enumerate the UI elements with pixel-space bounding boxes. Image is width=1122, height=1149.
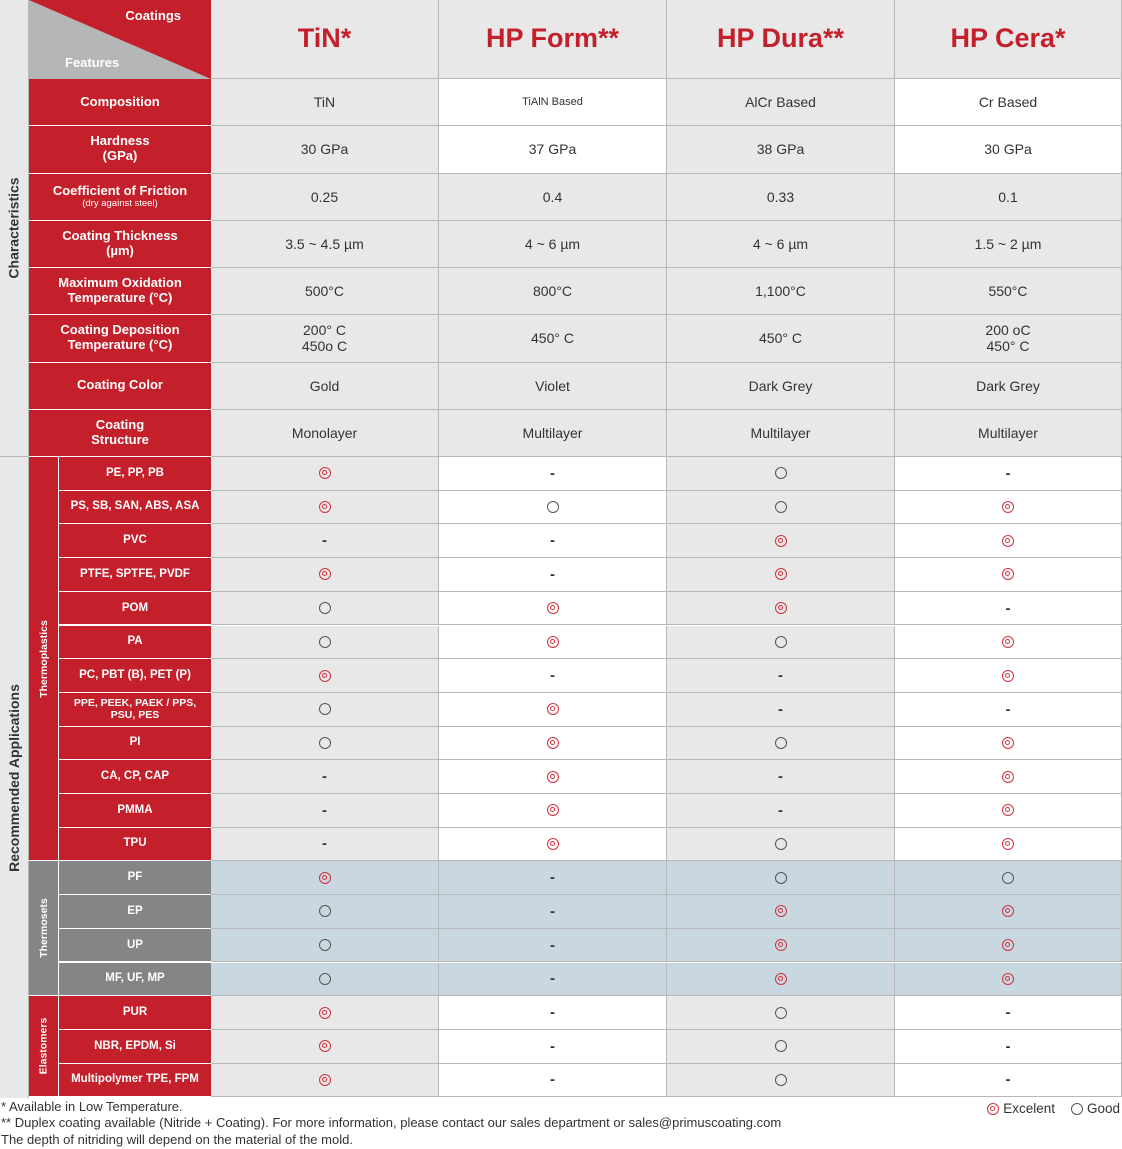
rating-cell xyxy=(667,558,895,592)
legend xyxy=(987,1101,1120,1116)
rating-cell xyxy=(667,861,895,895)
application-ps-sb-san-abs-asa xyxy=(59,491,211,525)
excellent-rating-icon xyxy=(1002,771,1014,783)
rating-cell xyxy=(667,457,895,491)
value-cell: 0.33 xyxy=(667,174,895,221)
section-label-recommended: Recommended Applications xyxy=(6,683,22,872)
group-elastomers xyxy=(29,996,59,1097)
excellent-rating-icon xyxy=(319,1074,331,1086)
application-pf xyxy=(59,861,211,895)
value-cell: 800°C xyxy=(439,268,667,315)
rating-cell xyxy=(439,491,667,525)
application-label: PF xyxy=(127,871,143,884)
good-rating-icon xyxy=(775,636,787,648)
value-cell: Multilayer xyxy=(439,410,667,457)
not-recommended-dash: - xyxy=(550,464,555,482)
feature-coating-thickness-m xyxy=(29,221,211,268)
rating-cell xyxy=(439,693,667,727)
coating-header-tin: TiN* xyxy=(211,0,439,79)
value-cell: 30 GPa xyxy=(895,126,1122,173)
rating-cell xyxy=(895,659,1122,693)
legend-good-label: Good xyxy=(1086,1101,1120,1116)
value-cell: 450° C xyxy=(667,315,895,362)
section-recommended-applications xyxy=(0,457,29,1098)
rating-cell xyxy=(211,828,439,862)
good-rating-icon xyxy=(775,1007,787,1019)
excellent-rating-icon xyxy=(319,1007,331,1019)
feature-label: Coating Color xyxy=(77,377,163,393)
excellent-rating-icon xyxy=(319,670,331,682)
not-recommended-dash: - xyxy=(550,1071,555,1089)
value-cell: 38 GPa xyxy=(667,126,895,173)
value-cell: TiAlN Based xyxy=(439,79,667,126)
rating-cell xyxy=(211,524,439,558)
rating-cell xyxy=(211,626,439,660)
value-cell: 0.25 xyxy=(211,174,439,221)
rating-cell xyxy=(211,929,439,963)
excellent-rating-icon xyxy=(547,602,559,614)
group-thermoplastics xyxy=(29,457,59,861)
rating-cell xyxy=(667,794,895,828)
feature-label: Maximum Oxidation Temperature (°C) xyxy=(58,275,182,306)
value-cell: 3.5 ~ 4.5 µm xyxy=(211,221,439,268)
application-pom xyxy=(59,592,211,626)
rating-cell xyxy=(895,626,1122,660)
header-corner xyxy=(29,0,211,79)
excellent-rating-icon xyxy=(547,737,559,749)
good-rating-icon xyxy=(547,501,559,513)
application-label: PMMA xyxy=(117,803,153,816)
value-cell: 4 ~ 6 µm xyxy=(439,221,667,268)
good-rating-icon xyxy=(319,636,331,648)
rating-cell xyxy=(211,794,439,828)
rating-cell xyxy=(439,1030,667,1064)
coating-header-hp-form: HP Form** xyxy=(439,0,667,79)
value-cell: 1,100°C xyxy=(667,268,895,315)
excellent-rating-icon xyxy=(775,602,787,614)
excellent-rating-icon xyxy=(775,535,787,547)
not-recommended-dash: - xyxy=(322,532,327,550)
application-label: MF, UF, MP xyxy=(105,972,165,985)
good-rating-icon xyxy=(319,973,331,985)
feature-coating-color xyxy=(29,363,211,410)
good-rating-icon xyxy=(775,838,787,850)
feature-sublabel: (dry against steel) xyxy=(82,197,158,209)
feature-label: Composition xyxy=(80,93,160,109)
rating-cell xyxy=(439,457,667,491)
application-pc-pbt-b-pet-p xyxy=(59,659,211,693)
excellent-rating-icon xyxy=(1002,939,1014,951)
rating-cell xyxy=(895,760,1122,794)
not-recommended-dash: - xyxy=(1005,1071,1011,1089)
application-label: PS, SB, SAN, ABS, ASA xyxy=(70,500,200,513)
rating-cell xyxy=(667,693,895,727)
feature-coating-structure xyxy=(29,410,211,457)
application-label: POM xyxy=(121,601,149,614)
application-label: PUR xyxy=(122,1005,148,1018)
not-recommended-dash: - xyxy=(322,835,327,853)
not-recommended-dash: - xyxy=(550,1003,555,1021)
rating-cell xyxy=(211,693,439,727)
rating-cell xyxy=(895,895,1122,929)
application-label: CA, CP, CAP xyxy=(100,770,170,783)
not-recommended-dash: - xyxy=(1005,464,1011,482)
not-recommended-dash: - xyxy=(1005,1003,1011,1021)
value-cell: 0.4 xyxy=(439,174,667,221)
application-label: PE, PP, PB xyxy=(106,466,164,479)
rating-cell xyxy=(667,760,895,794)
rating-cell xyxy=(211,491,439,525)
excellent-rating-icon xyxy=(547,771,559,783)
rating-cell xyxy=(439,592,667,626)
value-cell: Dark Grey xyxy=(667,363,895,410)
excellent-rating-icon xyxy=(1002,804,1014,816)
good-rating-icon xyxy=(319,905,331,917)
rating-cell xyxy=(895,963,1122,997)
not-recommended-dash: - xyxy=(550,532,555,550)
value-cell: 1.5 ~ 2 µm xyxy=(895,221,1122,268)
application-label: UP xyxy=(127,938,143,951)
application-label: PPE, PEEK, PAEK / PPS, PSU, PES xyxy=(73,697,197,722)
value-cell: Multilayer xyxy=(667,410,895,457)
application-label: PI xyxy=(129,736,141,749)
not-recommended-dash: - xyxy=(778,801,783,819)
excellent-rating-icon xyxy=(775,939,787,951)
rating-cell xyxy=(439,760,667,794)
application-label: PVC xyxy=(123,534,147,547)
group-thermosets xyxy=(29,861,59,996)
application-multipolymer-tpe-fpm xyxy=(59,1064,211,1098)
good-rating-icon xyxy=(775,1040,787,1052)
rating-cell xyxy=(211,727,439,761)
section-label-characteristics: Characteristics xyxy=(6,177,23,279)
application-label: EP xyxy=(127,904,143,917)
excellent-rating-icon xyxy=(1002,501,1014,513)
excellent-rating-icon xyxy=(775,568,787,580)
excellent-rating-icon xyxy=(1002,568,1014,580)
coatings-axis-label: Coatings xyxy=(125,8,181,23)
rating-cell xyxy=(895,558,1122,592)
rating-cell xyxy=(895,592,1122,626)
application-up xyxy=(59,929,211,963)
footnote-nitriding-depth: The depth of nitriding will depend on the material of the mold. xyxy=(1,1132,353,1147)
not-recommended-dash: - xyxy=(550,936,555,954)
application-ptfe-sptfe-pvdf xyxy=(59,558,211,592)
value-cell: Gold xyxy=(211,363,439,410)
group-label-elastomers: Elastomers xyxy=(37,1017,50,1075)
rating-cell xyxy=(895,794,1122,828)
excellent-rating-icon xyxy=(1002,737,1014,749)
value-cell: Multilayer xyxy=(895,410,1122,457)
excellent-rating-icon xyxy=(1002,636,1014,648)
application-pi xyxy=(59,727,211,761)
feature-hardness-gpa xyxy=(29,126,211,173)
rating-cell xyxy=(211,895,439,929)
excellent-rating-icon xyxy=(319,568,331,580)
value-cell: Dark Grey xyxy=(895,363,1122,410)
good-rating-icon xyxy=(319,939,331,951)
good-rating-icon xyxy=(775,501,787,513)
rating-cell xyxy=(211,963,439,997)
rating-cell xyxy=(439,558,667,592)
excellent-rating-icon xyxy=(319,1040,331,1052)
not-recommended-dash: - xyxy=(550,1037,555,1055)
application-pmma xyxy=(59,794,211,828)
rating-cell xyxy=(439,861,667,895)
good-rating-icon xyxy=(319,602,331,614)
rating-cell xyxy=(439,1064,667,1098)
rating-cell xyxy=(895,929,1122,963)
rating-cell xyxy=(211,760,439,794)
value-cell: Cr Based xyxy=(895,79,1122,126)
group-label-thermoplastics: Thermoplastics xyxy=(37,619,50,698)
excellent-rating-icon xyxy=(1002,838,1014,850)
feature-maximum-oxidation-temperature-c xyxy=(29,268,211,315)
value-cell: 550°C xyxy=(895,268,1122,315)
value-cell: AlCr Based xyxy=(667,79,895,126)
footnote-low-temperature: * Available in Low Temperature. xyxy=(1,1099,183,1114)
rating-cell xyxy=(895,457,1122,491)
excellent-icon xyxy=(987,1103,999,1115)
good-rating-icon xyxy=(319,737,331,749)
rating-cell xyxy=(667,996,895,1030)
application-label: PTFE, SPTFE, PVDF xyxy=(80,567,190,580)
application-nbr-epdm-si xyxy=(59,1030,211,1064)
feature-coating-deposition-temperature-c xyxy=(29,315,211,362)
feature-label: Coefficient of Friction xyxy=(52,182,188,198)
rating-cell xyxy=(211,558,439,592)
group-label-thermosets: Thermosets xyxy=(37,898,50,959)
rating-cell xyxy=(667,626,895,660)
application-tpu xyxy=(59,828,211,862)
rating-cell xyxy=(895,524,1122,558)
footnote-duplex-coating: ** Duplex coating available (Nitride + Coating). For more information, please contact our sales department or sales@primuscoating.com xyxy=(1,1115,782,1130)
not-recommended-dash: - xyxy=(778,700,783,718)
value-cell: 200 oC 450° C xyxy=(895,315,1122,362)
value-cell: 4 ~ 6 µm xyxy=(667,221,895,268)
not-recommended-dash: - xyxy=(322,768,327,786)
rating-cell xyxy=(667,1030,895,1064)
application-label: TPU xyxy=(123,837,147,850)
application-pe-pp-pb xyxy=(59,457,211,491)
rating-cell xyxy=(895,1064,1122,1098)
rating-cell xyxy=(667,963,895,997)
coating-header-hp-dura: HP Dura** xyxy=(667,0,895,79)
not-recommended-dash: - xyxy=(550,902,555,920)
rating-cell xyxy=(439,524,667,558)
value-cell: Violet xyxy=(439,363,667,410)
rating-cell xyxy=(439,895,667,929)
excellent-rating-icon xyxy=(319,501,331,513)
not-recommended-dash: - xyxy=(1005,700,1011,718)
good-rating-icon xyxy=(775,872,787,884)
feature-coefficient-of-friction xyxy=(29,174,211,221)
rating-cell xyxy=(895,727,1122,761)
not-recommended-dash: - xyxy=(550,970,555,988)
value-cell: 500°C xyxy=(211,268,439,315)
rating-cell xyxy=(667,828,895,862)
excellent-rating-icon xyxy=(1002,905,1014,917)
rating-cell xyxy=(667,895,895,929)
rating-cell xyxy=(667,659,895,693)
rating-cell xyxy=(439,828,667,862)
good-rating-icon xyxy=(319,703,331,715)
application-pur xyxy=(59,996,211,1030)
not-recommended-dash: - xyxy=(322,801,327,819)
coating-header-hp-cera: HP Cera* xyxy=(895,0,1122,79)
feature-label: Coating Deposition Temperature (°C) xyxy=(60,322,180,353)
rating-cell xyxy=(211,659,439,693)
rating-cell xyxy=(895,828,1122,862)
rating-cell xyxy=(439,963,667,997)
application-ca-cp-cap xyxy=(59,760,211,794)
value-cell: 450° C xyxy=(439,315,667,362)
not-recommended-dash: - xyxy=(550,869,555,887)
rating-cell xyxy=(439,794,667,828)
rating-cell xyxy=(667,727,895,761)
corner-diagonal-shape xyxy=(29,0,211,79)
not-recommended-dash: - xyxy=(1005,1037,1011,1055)
good-rating-icon xyxy=(775,467,787,479)
excellent-rating-icon xyxy=(547,838,559,850)
excellent-rating-icon xyxy=(775,973,787,985)
rating-cell xyxy=(439,727,667,761)
application-pa xyxy=(59,626,211,660)
rating-cell xyxy=(439,626,667,660)
excellent-rating-icon xyxy=(547,703,559,715)
excellent-rating-icon xyxy=(319,467,331,479)
good-rating-icon xyxy=(775,1074,787,1086)
rating-cell xyxy=(211,996,439,1030)
rating-cell xyxy=(439,996,667,1030)
application-label: PC, PBT (B), PET (P) xyxy=(79,668,191,681)
rating-cell xyxy=(895,693,1122,727)
rating-cell xyxy=(895,491,1122,525)
value-cell: 200° C 450o C xyxy=(211,315,439,362)
excellent-rating-icon xyxy=(547,804,559,816)
excellent-rating-icon xyxy=(319,872,331,884)
excellent-rating-icon xyxy=(1002,670,1014,682)
excellent-rating-icon xyxy=(547,636,559,648)
features-axis-label: Features xyxy=(65,55,120,71)
rating-cell xyxy=(895,861,1122,895)
good-icon xyxy=(1071,1103,1083,1115)
not-recommended-dash: - xyxy=(550,666,555,684)
rating-cell xyxy=(211,457,439,491)
rating-cell xyxy=(439,929,667,963)
value-cell: 37 GPa xyxy=(439,126,667,173)
application-pvc xyxy=(59,524,211,558)
rating-cell xyxy=(667,592,895,626)
application-ep xyxy=(59,895,211,929)
rating-cell xyxy=(667,491,895,525)
excellent-rating-icon xyxy=(1002,535,1014,547)
excellent-rating-icon xyxy=(1002,973,1014,985)
not-recommended-dash: - xyxy=(550,565,555,583)
excellent-rating-icon xyxy=(775,905,787,917)
rating-cell xyxy=(667,524,895,558)
application-ppe-peek-paek-pps-psu-pes xyxy=(59,693,211,727)
rating-cell xyxy=(895,996,1122,1030)
application-mf-uf-mp xyxy=(59,963,211,997)
application-label: Multipolymer TPE, FPM xyxy=(71,1073,199,1086)
rating-cell xyxy=(667,929,895,963)
value-cell: 30 GPa xyxy=(211,126,439,173)
legend-excellent-label: Excelent xyxy=(1003,1101,1055,1116)
value-cell: TiN xyxy=(211,79,439,126)
good-rating-icon xyxy=(775,737,787,749)
rating-cell xyxy=(667,1064,895,1098)
section-characteristics xyxy=(0,0,29,457)
value-cell: Monolayer xyxy=(211,410,439,457)
application-label: NBR, EPDM, Si xyxy=(94,1039,176,1052)
value-cell: 0.1 xyxy=(895,174,1122,221)
rating-cell xyxy=(211,1030,439,1064)
not-recommended-dash: - xyxy=(778,666,783,684)
rating-cell xyxy=(895,1030,1122,1064)
not-recommended-dash: - xyxy=(778,768,783,786)
feature-label: Coating Structure xyxy=(91,416,149,447)
application-label: PA xyxy=(127,635,143,648)
good-rating-icon xyxy=(1002,872,1014,884)
rating-cell xyxy=(211,861,439,895)
feature-composition xyxy=(29,79,211,126)
rating-cell xyxy=(439,659,667,693)
not-recommended-dash: - xyxy=(1005,599,1011,617)
feature-label: Hardness (GPa) xyxy=(90,133,150,164)
feature-label: Coating Thickness (µm) xyxy=(62,227,178,258)
rating-cell xyxy=(211,1064,439,1098)
rating-cell xyxy=(211,592,439,626)
